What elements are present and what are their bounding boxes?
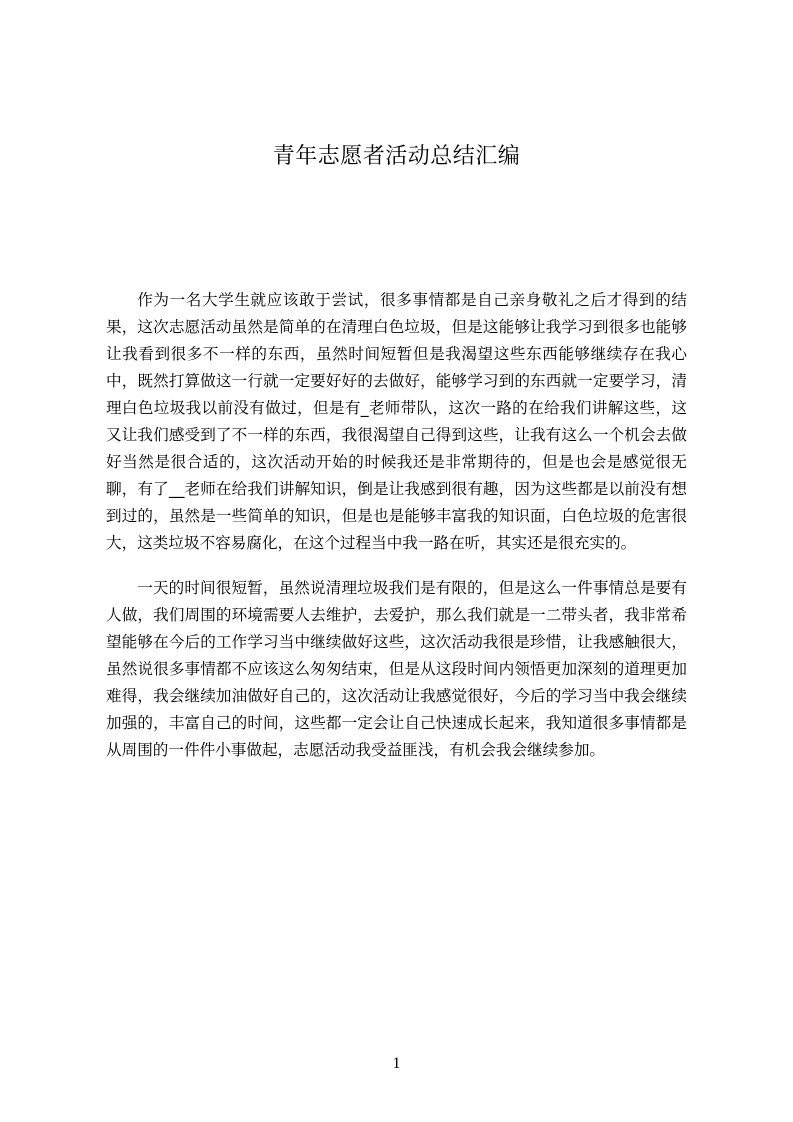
body-paragraph-2: 一天的时间很短暂，虽然说清理垃圾我们是有限的，但是这么一件事情总是要有人做，我们周围的环境需要人去维护，去爱护，那么我们就是一二带头者，我非常希望能够在今后的工作学习当中继续做好这些，这次活动我很是珍惜，让我感触很大，虽然说很多事情都不应该这么匆匆结束，但是从这段时间内领悟更加深刻的道理更加难得，我会继续加油做好自己的，这次活动让我感觉很好，今后的学习当中我会继续加强的，丰富自己的时间，这些都一定会让自己快速成长起来，我知道很多事情都是从周围的一件件小事做起，志愿活动我受益匪浅，有机会我会继续参加。 <box>106 579 687 759</box>
page-number: 1 <box>392 1055 401 1072</box>
document-title: 青年志愿者活动总结汇编 <box>272 144 521 169</box>
body-paragraph-1: 作为一名大学生就应该敢于尝试，很多事情都是自己亲身敬礼之后才得到的结果，这次志愿活动虽然是简单的在清理白色垃圾，但是这能够让我学习到很多也能够让我看到很多不一样的东西，虽然时间短暂但是我渴望这些东西能够继续存在我心中，既然打算做这一行就一定要好好的去做好，能够学习到的东西就一定要学习，清理白色垃圾我以前没有做过，但是有_老师带队，这次一路的在给我们讲解这些，这又让我们感受到了不一样的东西，我很渴望自己得到这些，让我有这么一个机会去做好当然是很合适的，这次活动开始的时候我还是非常期待的，但是也会是感觉很无聊，有了__老师在给我们讲解知识，倒是让我感到很有趣，因为这些都是以前没有想到过的，虽然是一些简单的知识，但是也是能够丰富我的知识面，白色垃圾的危害很大，这类垃圾不容易腐化，在这个过程当中我一路在听，其实还是很充实的。 <box>106 291 687 552</box>
